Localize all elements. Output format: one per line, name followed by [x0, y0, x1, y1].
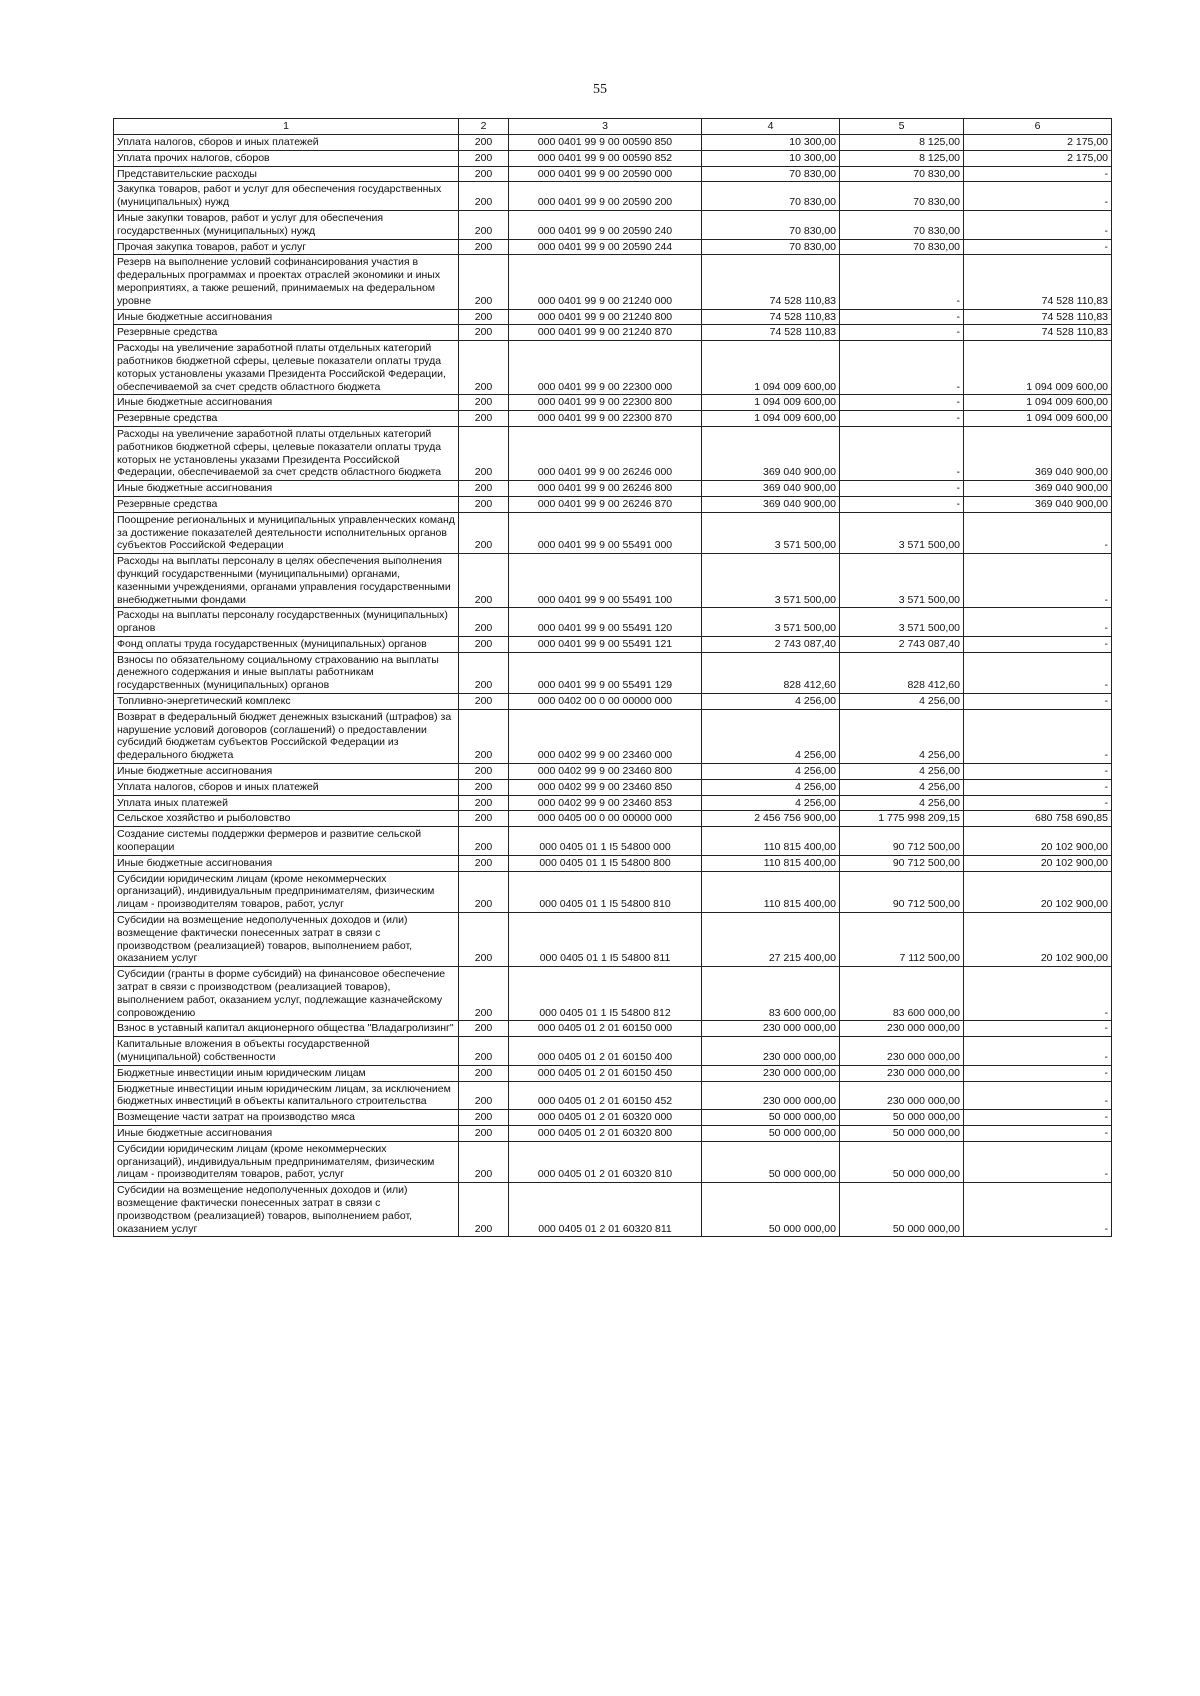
row-value-4: 230 000 000,00: [702, 1081, 840, 1110]
table-row: [114, 709, 1112, 763]
row-value-5: 4 256,00: [840, 779, 964, 795]
table-row: [114, 1141, 1112, 1182]
row-code: 200: [459, 341, 509, 395]
table-row: [114, 636, 1112, 652]
row-value-4: 50 000 000,00: [702, 1141, 840, 1182]
row-value-4: 110 815 400,00: [702, 827, 840, 856]
row-code: 200: [459, 182, 509, 211]
row-label: Уплата иных платежей: [114, 795, 459, 811]
row-classifier: 000 0405 00 0 00 00000 000: [509, 811, 702, 827]
row-code: 200: [459, 694, 509, 710]
table-row: [114, 426, 1112, 480]
table-row: [114, 871, 1112, 912]
table-row: [114, 1110, 1112, 1126]
row-value-6: -: [964, 166, 1112, 182]
row-value-6: -: [964, 709, 1112, 763]
row-value-4: 10 300,00: [702, 150, 840, 166]
row-value-6: 20 102 900,00: [964, 913, 1112, 967]
row-code: 200: [459, 1037, 509, 1066]
row-value-6: -: [964, 1110, 1112, 1126]
row-value-4: 1 094 009 600,00: [702, 395, 840, 411]
row-value-5: 70 830,00: [840, 239, 964, 255]
row-value-5: -: [840, 309, 964, 325]
row-classifier: 000 0401 99 9 00 21240 800: [509, 309, 702, 325]
row-value-6: -: [964, 779, 1112, 795]
row-label: Капитальные вложения в объекты государственной (муниципальной) собственности: [114, 1037, 459, 1066]
row-value-5: 70 830,00: [840, 182, 964, 211]
col-header-3: 3: [509, 119, 702, 135]
row-value-6: -: [964, 182, 1112, 211]
row-label: Субсидии юридическим лицам (кроме некоммерческих организаций), индивидуальным предпринимателям, физическим лицам - производителям товаров, работ, услуг: [114, 871, 459, 912]
table-row: [114, 481, 1112, 497]
row-code: 200: [459, 1065, 509, 1081]
row-value-6: -: [964, 1141, 1112, 1182]
row-code: 200: [459, 496, 509, 512]
row-label: Возврат в федеральный бюджет денежных взысканий (штрафов) за нарушение условий договоров (соглашений) о предоставлении субсидий бюджетам субъектов Российской Федерации из федерального бюджета: [114, 709, 459, 763]
table-row: [114, 1125, 1112, 1141]
row-code: 200: [459, 855, 509, 871]
budget-table: [113, 118, 1112, 1237]
row-label: Иные бюджетные ассигнования: [114, 855, 459, 871]
table-row: [114, 694, 1112, 710]
row-value-5: 50 000 000,00: [840, 1141, 964, 1182]
row-value-4: 2 456 756 900,00: [702, 811, 840, 827]
row-value-6: 1 094 009 600,00: [964, 395, 1112, 411]
table-row: [114, 764, 1112, 780]
row-value-6: -: [964, 1125, 1112, 1141]
row-classifier: 000 0405 01 1 I5 54800 000: [509, 827, 702, 856]
row-value-6: -: [964, 512, 1112, 553]
table-row: [114, 1021, 1112, 1037]
row-value-5: 70 830,00: [840, 210, 964, 239]
row-classifier: 000 0401 99 9 00 22300 870: [509, 411, 702, 427]
table-row: [114, 512, 1112, 553]
row-value-5: -: [840, 496, 964, 512]
row-value-4: 74 528 110,83: [702, 325, 840, 341]
row-label: Субсидии на возмещение недополученных доходов и (или) возмещение фактически понесенных затрат в связи с производством (реализацией) товаров, выполнением работ, оказанием услуг: [114, 1183, 459, 1237]
row-classifier: 000 0405 01 1 I5 54800 811: [509, 913, 702, 967]
row-classifier: 000 0401 99 9 00 55491 129: [509, 652, 702, 693]
row-value-4: 27 215 400,00: [702, 913, 840, 967]
row-label: Расходы на выплаты персоналу в целях обеспечения выполнения функций государственными (муниципальными) органами, казенными учреждениями, органами управления государственными внебюджетными фондами: [114, 554, 459, 608]
row-value-6: -: [964, 795, 1112, 811]
row-classifier: 000 0405 01 2 01 60320 810: [509, 1141, 702, 1182]
row-classifier: 000 0401 99 9 00 22300 800: [509, 395, 702, 411]
row-value-6: 369 040 900,00: [964, 426, 1112, 480]
row-value-5: 50 000 000,00: [840, 1183, 964, 1237]
row-value-6: -: [964, 1037, 1112, 1066]
table-row: [114, 913, 1112, 967]
table-row: [114, 411, 1112, 427]
row-value-6: -: [964, 764, 1112, 780]
row-value-4: 50 000 000,00: [702, 1110, 840, 1126]
table-row: [114, 967, 1112, 1021]
row-classifier: 000 0401 99 9 00 00590 850: [509, 135, 702, 151]
row-value-4: 74 528 110,83: [702, 309, 840, 325]
row-value-5: -: [840, 481, 964, 497]
row-value-4: 4 256,00: [702, 764, 840, 780]
table-row: [114, 779, 1112, 795]
row-code: 200: [459, 636, 509, 652]
row-label: Иные бюджетные ассигнования: [114, 309, 459, 325]
row-value-4: 70 830,00: [702, 166, 840, 182]
row-value-5: -: [840, 255, 964, 309]
table-row: [114, 1065, 1112, 1081]
row-value-6: 1 094 009 600,00: [964, 341, 1112, 395]
table-row: [114, 855, 1112, 871]
row-code: 200: [459, 426, 509, 480]
row-value-6: -: [964, 608, 1112, 637]
col-header-2: 2: [459, 119, 509, 135]
row-label: Возмещение части затрат на производство мяса: [114, 1110, 459, 1126]
row-classifier: 000 0401 99 9 00 55491 120: [509, 608, 702, 637]
row-label: Иные бюджетные ассигнования: [114, 764, 459, 780]
row-label: Представительские расходы: [114, 166, 459, 182]
row-classifier: 000 0401 99 9 00 55491 121: [509, 636, 702, 652]
row-label: Взнос в уставный капитал акционерного общества "Владагролизинг": [114, 1021, 459, 1037]
row-value-6: 2 175,00: [964, 150, 1112, 166]
row-label: Создание системы поддержки фермеров и развитие сельской кооперации: [114, 827, 459, 856]
row-code: 200: [459, 512, 509, 553]
row-label: Резервные средства: [114, 411, 459, 427]
row-label: Расходы на увеличение заработной платы отдельных категорий работников бюджетной сферы, целевые показатели оплаты труда которых установлены указами Президента Российской Федерации, обеспечиваемой за счет средств областного бюджета: [114, 341, 459, 395]
row-value-5: -: [840, 411, 964, 427]
row-value-6: -: [964, 694, 1112, 710]
row-value-5: -: [840, 325, 964, 341]
row-code: 200: [459, 309, 509, 325]
row-value-5: 50 000 000,00: [840, 1125, 964, 1141]
row-code: 200: [459, 1141, 509, 1182]
row-classifier: 000 0405 01 1 I5 54800 810: [509, 871, 702, 912]
row-label: Иные бюджетные ассигнования: [114, 481, 459, 497]
row-value-4: 2 743 087,40: [702, 636, 840, 652]
row-code: 200: [459, 709, 509, 763]
row-code: 200: [459, 1021, 509, 1037]
row-label: Уплата налогов, сборов и иных платежей: [114, 779, 459, 795]
row-value-4: 828 412,60: [702, 652, 840, 693]
row-value-5: 230 000 000,00: [840, 1021, 964, 1037]
row-classifier: 000 0405 01 2 01 60150 000: [509, 1021, 702, 1037]
row-value-4: 3 571 500,00: [702, 608, 840, 637]
row-value-5: 4 256,00: [840, 795, 964, 811]
row-classifier: 000 0405 01 2 01 60150 450: [509, 1065, 702, 1081]
table-row: [114, 1037, 1112, 1066]
row-value-5: 70 830,00: [840, 166, 964, 182]
row-value-6: -: [964, 1081, 1112, 1110]
row-classifier: 000 0405 01 2 01 60150 452: [509, 1081, 702, 1110]
row-value-4: 10 300,00: [702, 135, 840, 151]
row-value-4: 369 040 900,00: [702, 426, 840, 480]
table-row: [114, 395, 1112, 411]
row-label: Иные закупки товаров, работ и услуг для обеспечения государственных (муниципальных) нужд: [114, 210, 459, 239]
row-value-6: 74 528 110,83: [964, 309, 1112, 325]
table-row: [114, 325, 1112, 341]
row-value-5: 2 743 087,40: [840, 636, 964, 652]
row-value-5: 7 112 500,00: [840, 913, 964, 967]
row-classifier: 000 0401 99 9 00 26246 870: [509, 496, 702, 512]
row-classifier: 000 0402 99 9 00 23460 800: [509, 764, 702, 780]
table-row: [114, 210, 1112, 239]
col-header-6: 6: [964, 119, 1112, 135]
col-header-4: 4: [702, 119, 840, 135]
row-code: 200: [459, 255, 509, 309]
table-row: [114, 795, 1112, 811]
row-label: Поощрение региональных и муниципальных управленческих команд за достижение показателей деятельности исполнительных органов субъектов Российской Федерации: [114, 512, 459, 553]
row-value-5: 90 712 500,00: [840, 827, 964, 856]
page-number: 55: [593, 82, 607, 97]
row-label: Сельское хозяйство и рыболовство: [114, 811, 459, 827]
row-value-4: 4 256,00: [702, 709, 840, 763]
row-label: Расходы на увеличение заработной платы отдельных категорий работников бюджетной сферы, целевые показатели оплаты труда которых не установлены указами Президента Российской Федерации, обеспечиваемой за счет средств областного бюджета: [114, 426, 459, 480]
row-value-4: 50 000 000,00: [702, 1125, 840, 1141]
table-row: [114, 341, 1112, 395]
row-value-6: 74 528 110,83: [964, 255, 1112, 309]
row-code: 200: [459, 210, 509, 239]
row-code: 200: [459, 239, 509, 255]
row-value-6: 1 094 009 600,00: [964, 411, 1112, 427]
row-value-5: 3 571 500,00: [840, 554, 964, 608]
row-value-5: 3 571 500,00: [840, 512, 964, 553]
row-value-6: -: [964, 636, 1112, 652]
row-value-6: -: [964, 1021, 1112, 1037]
table-row: [114, 1081, 1112, 1110]
row-value-5: 50 000 000,00: [840, 1110, 964, 1126]
row-code: 200: [459, 1183, 509, 1237]
row-value-5: 230 000 000,00: [840, 1081, 964, 1110]
row-value-5: 83 600 000,00: [840, 967, 964, 1021]
row-code: 200: [459, 764, 509, 780]
row-value-4: 70 830,00: [702, 210, 840, 239]
row-code: 200: [459, 871, 509, 912]
row-code: 200: [459, 411, 509, 427]
row-code: 200: [459, 150, 509, 166]
row-label: Бюджетные инвестиции иным юридическим лицам: [114, 1065, 459, 1081]
row-label: Уплата прочих налогов, сборов: [114, 150, 459, 166]
row-code: 200: [459, 652, 509, 693]
table-row: [114, 496, 1112, 512]
row-classifier: 000 0402 99 9 00 23460 850: [509, 779, 702, 795]
row-value-5: 828 412,60: [840, 652, 964, 693]
table-row: [114, 150, 1112, 166]
row-value-5: -: [840, 341, 964, 395]
row-classifier: 000 0401 99 9 00 00590 852: [509, 150, 702, 166]
row-label: Бюджетные инвестиции иным юридическим лицам, за исключением бюджетных инвестиций в объекты капитального строительства: [114, 1081, 459, 1110]
row-label: Фонд оплаты труда государственных (муниципальных) органов: [114, 636, 459, 652]
row-value-6: 20 102 900,00: [964, 871, 1112, 912]
row-code: 200: [459, 1110, 509, 1126]
row-value-6: -: [964, 967, 1112, 1021]
row-value-4: 230 000 000,00: [702, 1037, 840, 1066]
table-row: [114, 135, 1112, 151]
row-value-6: 20 102 900,00: [964, 855, 1112, 871]
row-classifier: 000 0401 99 9 00 20590 240: [509, 210, 702, 239]
row-value-4: 70 830,00: [702, 239, 840, 255]
row-value-6: 2 175,00: [964, 135, 1112, 151]
row-value-6: -: [964, 1065, 1112, 1081]
table-row: [114, 608, 1112, 637]
row-value-5: -: [840, 426, 964, 480]
table-row: [114, 309, 1112, 325]
row-label: Иные бюджетные ассигнования: [114, 1125, 459, 1141]
row-value-6: -: [964, 239, 1112, 255]
row-value-4: 230 000 000,00: [702, 1021, 840, 1037]
row-value-5: 230 000 000,00: [840, 1037, 964, 1066]
row-code: 200: [459, 795, 509, 811]
row-code: 200: [459, 811, 509, 827]
row-value-4: 3 571 500,00: [702, 512, 840, 553]
row-code: 200: [459, 166, 509, 182]
row-label: Уплата налогов, сборов и иных платежей: [114, 135, 459, 151]
row-value-4: 1 094 009 600,00: [702, 411, 840, 427]
row-label: Резерв на выполнение условий софинансирования участия в федеральных программах и проектах отраслей экономики и иных мероприятиях, а также решений, принимаемых на федеральном уровне: [114, 255, 459, 309]
row-value-5: 4 256,00: [840, 709, 964, 763]
row-value-4: 4 256,00: [702, 779, 840, 795]
row-code: 200: [459, 135, 509, 151]
row-value-5: 230 000 000,00: [840, 1065, 964, 1081]
row-label: Резервные средства: [114, 325, 459, 341]
row-label: Резервные средства: [114, 496, 459, 512]
row-classifier: 000 0402 99 9 00 23460 000: [509, 709, 702, 763]
row-classifier: 000 0405 01 1 I5 54800 812: [509, 967, 702, 1021]
row-code: 200: [459, 1125, 509, 1141]
row-code: 200: [459, 325, 509, 341]
row-value-6: 74 528 110,83: [964, 325, 1112, 341]
row-classifier: 000 0402 00 0 00 00000 000: [509, 694, 702, 710]
row-code: 200: [459, 395, 509, 411]
row-value-5: 8 125,00: [840, 135, 964, 151]
row-value-4: 4 256,00: [702, 795, 840, 811]
row-classifier: 000 0401 99 9 00 21240 870: [509, 325, 702, 341]
row-code: 200: [459, 913, 509, 967]
table-row: [114, 811, 1112, 827]
row-value-5: -: [840, 395, 964, 411]
row-code: 200: [459, 554, 509, 608]
row-classifier: 000 0405 01 2 01 60150 400: [509, 1037, 702, 1066]
row-label: Закупка товаров, работ и услуг для обеспечения государственных (муниципальных) нужд: [114, 182, 459, 211]
table-row: [114, 255, 1112, 309]
row-label: Субсидии юридическим лицам (кроме некоммерческих организаций), индивидуальным предпринимателям, физическим лицам - производителям товаров, работ, услуг: [114, 1141, 459, 1182]
row-value-4: 3 571 500,00: [702, 554, 840, 608]
row-classifier: 000 0401 99 9 00 22300 000: [509, 341, 702, 395]
col-header-1: 1: [114, 119, 459, 135]
row-code: 200: [459, 779, 509, 795]
row-classifier: 000 0405 01 2 01 60320 000: [509, 1110, 702, 1126]
row-label: Субсидии (гранты в форме субсидий) на финансовое обеспечение затрат в связи с производством (реализацией товаров), выполнением работ, оказанием услуг, подлежащие казначейскому сопровождению: [114, 967, 459, 1021]
row-value-4: 369 040 900,00: [702, 481, 840, 497]
row-classifier: 000 0401 99 9 00 26246 800: [509, 481, 702, 497]
row-value-6: -: [964, 554, 1112, 608]
row-value-4: 1 094 009 600,00: [702, 341, 840, 395]
row-value-6: 369 040 900,00: [964, 496, 1112, 512]
row-value-4: 369 040 900,00: [702, 496, 840, 512]
row-classifier: 000 0405 01 1 I5 54800 800: [509, 855, 702, 871]
row-label: Иные бюджетные ассигнования: [114, 395, 459, 411]
row-value-5: 4 256,00: [840, 764, 964, 780]
row-value-6: 369 040 900,00: [964, 481, 1112, 497]
table-header-row: [114, 119, 1112, 135]
row-value-6: -: [964, 210, 1112, 239]
col-header-5: 5: [840, 119, 964, 135]
row-classifier: 000 0401 99 9 00 55491 100: [509, 554, 702, 608]
row-value-4: 110 815 400,00: [702, 855, 840, 871]
row-code: 200: [459, 967, 509, 1021]
table-row: [114, 652, 1112, 693]
row-value-4: 50 000 000,00: [702, 1183, 840, 1237]
table-body: [114, 135, 1112, 1237]
table-row: [114, 554, 1112, 608]
row-label: Расходы на выплаты персоналу государственных (муниципальных) органов: [114, 608, 459, 637]
row-value-4: 230 000 000,00: [702, 1065, 840, 1081]
row-label: Взносы по обязательному социальному страхованию на выплаты денежного содержания и иные выплаты работникам государственных (муниципальных) органов: [114, 652, 459, 693]
row-label: Прочая закупка товаров, работ и услуг: [114, 239, 459, 255]
row-classifier: 000 0405 01 2 01 60320 811: [509, 1183, 702, 1237]
row-value-4: 4 256,00: [702, 694, 840, 710]
row-value-4: 110 815 400,00: [702, 871, 840, 912]
table-row: [114, 1183, 1112, 1237]
row-label: Субсидии на возмещение недополученных доходов и (или) возмещение фактически понесенных затрат в связи с производством (реализацией) товаров, выполнением работ, оказанием услуг: [114, 913, 459, 967]
row-value-5: 4 256,00: [840, 694, 964, 710]
row-classifier: 000 0401 99 9 00 26246 000: [509, 426, 702, 480]
row-code: 200: [459, 1081, 509, 1110]
row-value-5: 8 125,00: [840, 150, 964, 166]
row-classifier: 000 0401 99 9 00 20590 000: [509, 166, 702, 182]
row-classifier: 000 0401 99 9 00 20590 244: [509, 239, 702, 255]
row-code: 200: [459, 481, 509, 497]
table-row: [114, 182, 1112, 211]
row-value-6: 680 758 690,85: [964, 811, 1112, 827]
row-value-5: 90 712 500,00: [840, 871, 964, 912]
row-classifier: 000 0405 01 2 01 60320 800: [509, 1125, 702, 1141]
row-value-6: 20 102 900,00: [964, 827, 1112, 856]
row-value-5: 3 571 500,00: [840, 608, 964, 637]
row-value-6: -: [964, 652, 1112, 693]
row-code: 200: [459, 608, 509, 637]
table-row: [114, 166, 1112, 182]
row-value-6: -: [964, 1183, 1112, 1237]
row-value-5: 90 712 500,00: [840, 855, 964, 871]
row-value-4: 70 830,00: [702, 182, 840, 211]
row-value-5: 1 775 998 209,15: [840, 811, 964, 827]
table-row: [114, 239, 1112, 255]
row-classifier: 000 0402 99 9 00 23460 853: [509, 795, 702, 811]
table-row: [114, 827, 1112, 856]
row-value-4: 83 600 000,00: [702, 967, 840, 1021]
row-code: 200: [459, 827, 509, 856]
row-value-4: 74 528 110,83: [702, 255, 840, 309]
row-classifier: 000 0401 99 9 00 20590 200: [509, 182, 702, 211]
row-label: Топливно-энергетический комплекс: [114, 694, 459, 710]
row-classifier: 000 0401 99 9 00 55491 000: [509, 512, 702, 553]
row-classifier: 000 0401 99 9 00 21240 000: [509, 255, 702, 309]
